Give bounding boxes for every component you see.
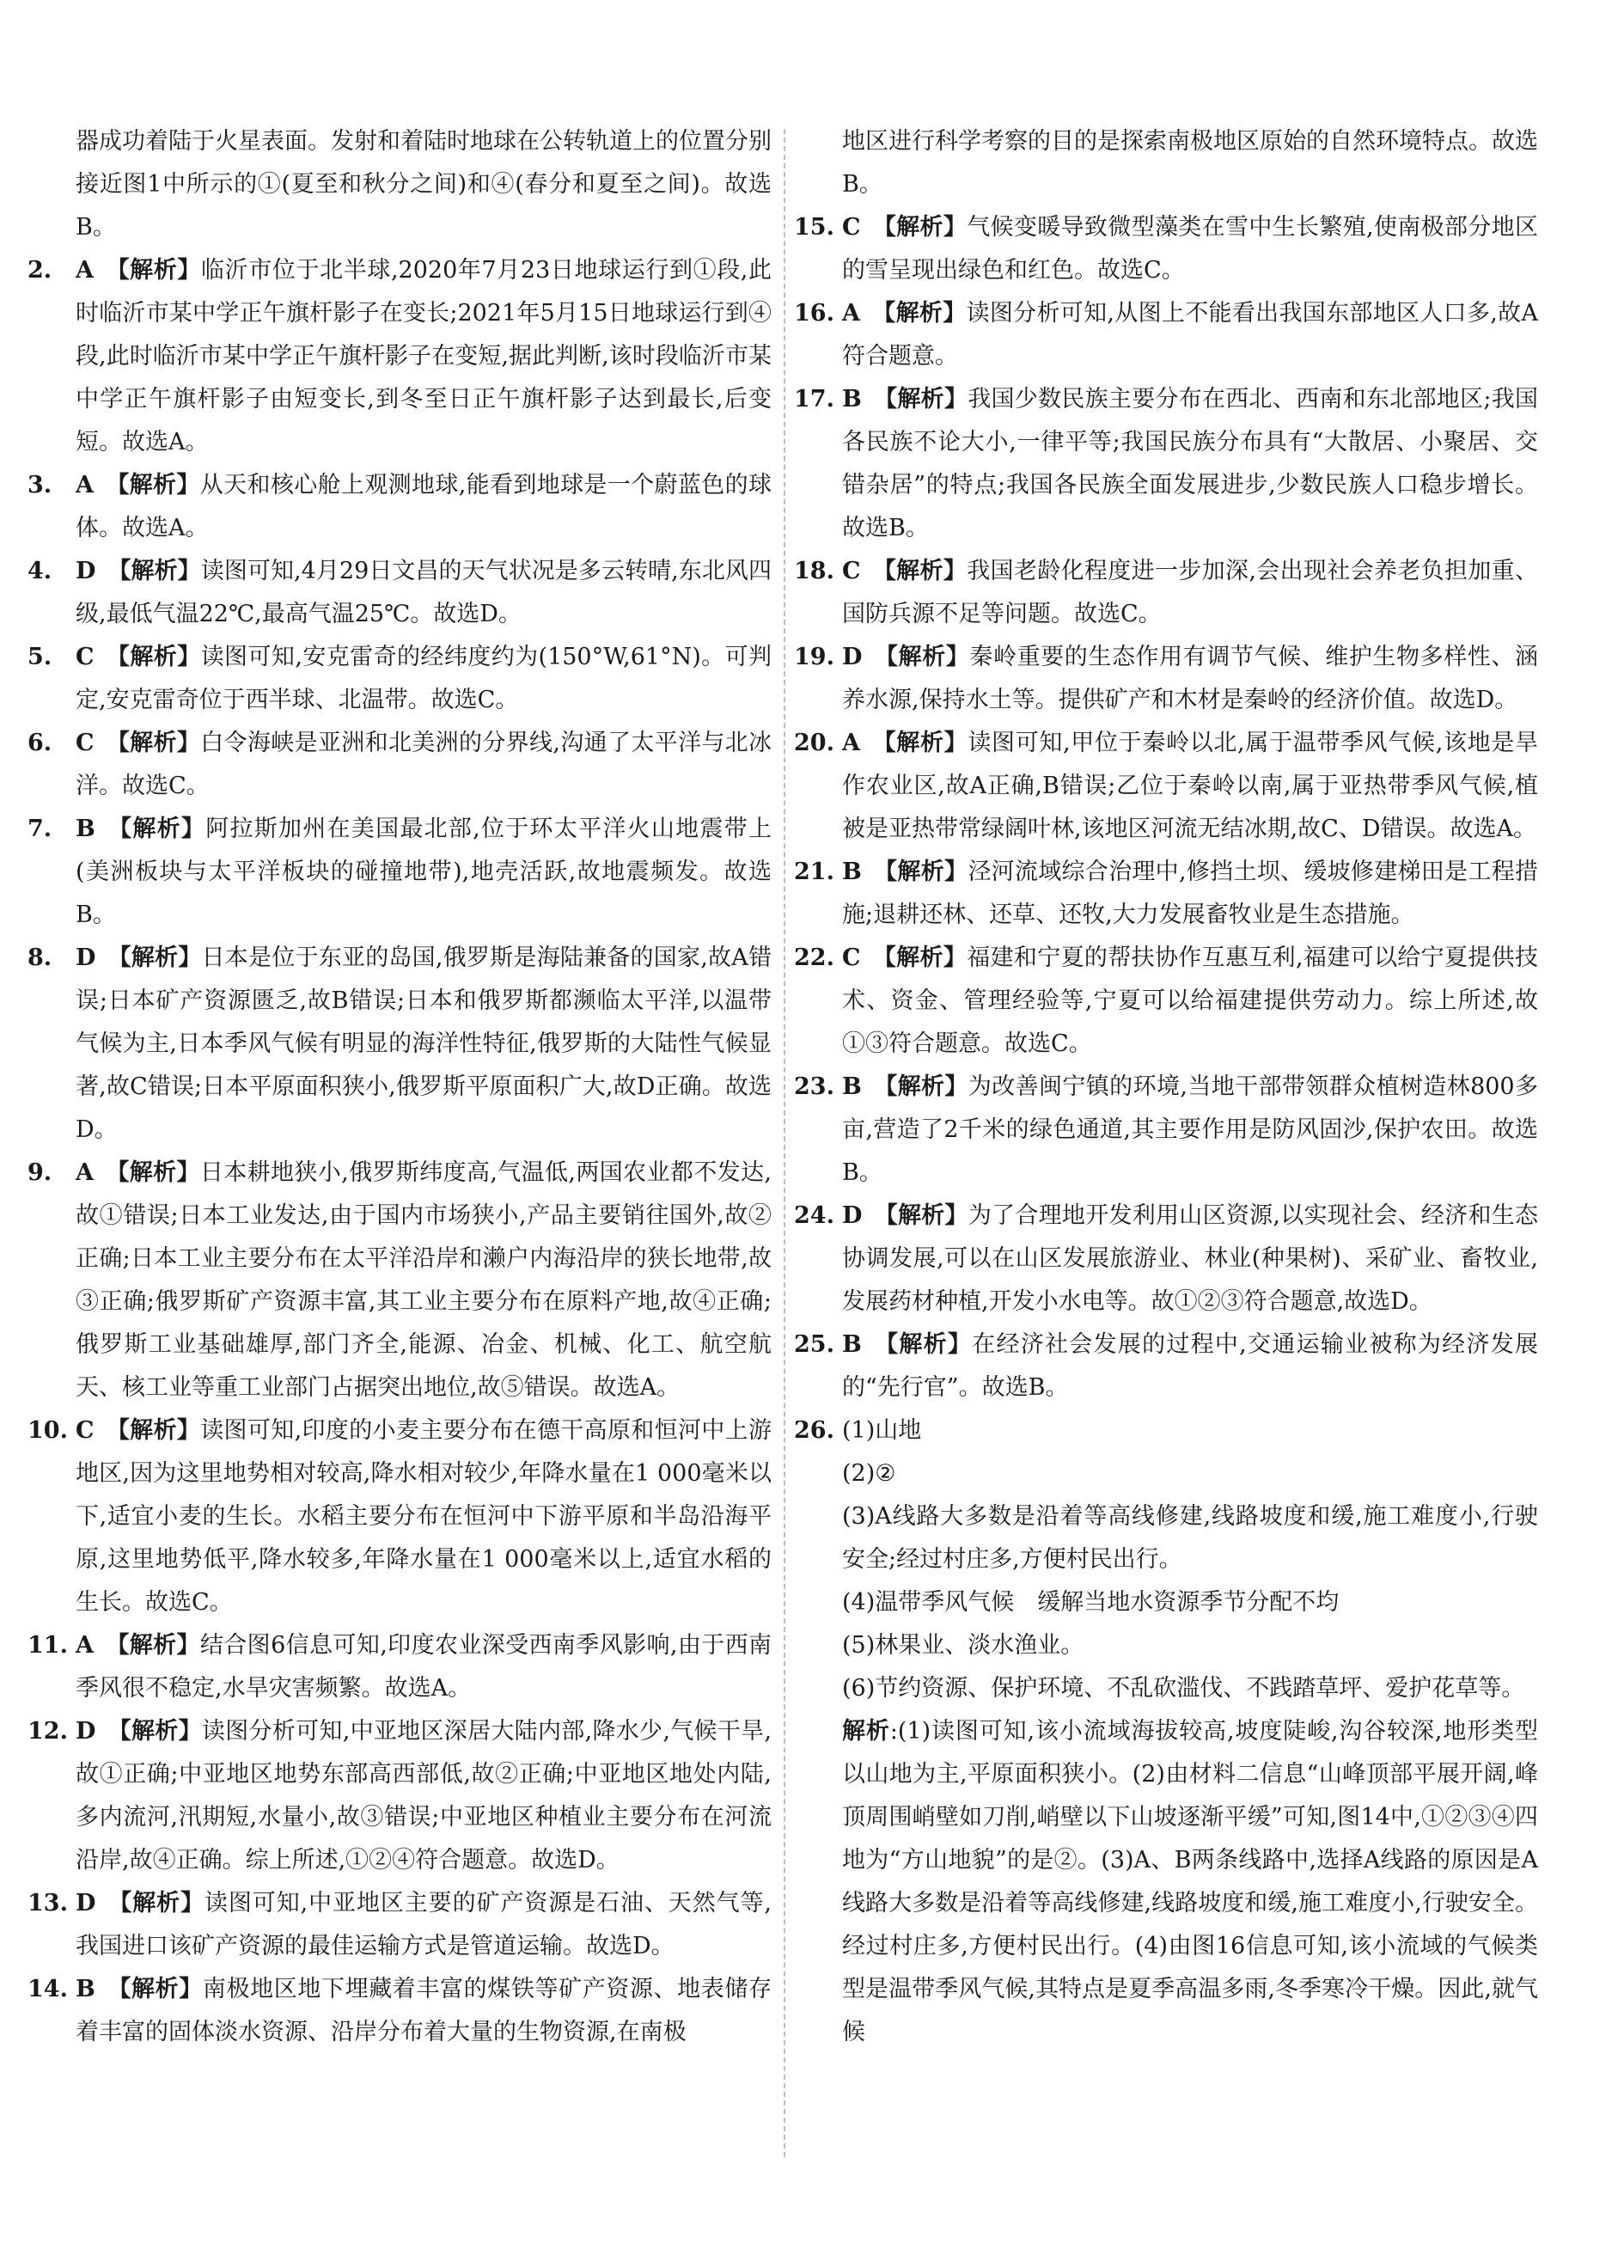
- answer-item-7: 7. B 【解析】阿拉斯加州在美国最北部,位于环太平洋火山地震带上(美洲板块与太平洋板块的碰撞地带),地壳活跃,故地震频发。故选B。: [27, 816, 772, 928]
- right-column: [794, 120, 1539, 2054]
- answer-item-26-2: (2)②: [842, 1460, 896, 1487]
- answer-item-21: 21. B 【解析】泾河流域综合治理中,修挡土坝、缓坡修建梯田是工程措施;退耕还林、还草、还牧,大力发展畜牧业是生态措施。: [794, 859, 1538, 928]
- answer-item-14: 14. B 【解析】南极地区地下埋藏着丰富的煤铁等矿产资源、地表储存着丰富的固体淡水资源、沿岸分布着大量的生物资源,在南极: [27, 1976, 772, 2045]
- answer-item-22: 22. C 【解析】福建和宁夏的帮扶协作互惠互利,福建可以给宁夏提供技术、资金、管理经验等,宁夏可以给福建提供劳动力。综上所述,故①③符合题意。故选C。: [794, 944, 1538, 1057]
- answer-item-3: 3. A 【解析】从天和核心舱上观测地球,能看到地球是一个蔚蓝色的球体。故选A。: [27, 472, 772, 541]
- column-divider: [784, 129, 785, 2157]
- left-column: [27, 120, 772, 2054]
- answer-item-8: 8. D 【解析】日本是位于东亚的岛国,俄罗斯是海陆兼备的国家,故A错误;日本矿产资源匮乏,故B错误;日本和俄罗斯都濒临太平洋,以温带气候为主,日本季风气候有明显的海洋性特征,俄罗斯的大陆性气候显著,故C错误;日本平原面积狭小,俄罗斯平原面积广大,故D正确。故选D。: [27, 944, 772, 1143]
- answer-item-25: 25. B 【解析】在经济社会发展的过程中,交通运输业被称为经济发展的“先行官”。故选B。: [794, 1331, 1538, 1401]
- answer-item-17: 17. B 【解析】我国少数民族主要分布在西北、西南和东北部地区;我国各民族不论大小,一律平等;我国民族分布具有“大散居、小聚居、交错杂居”的特点;我国各民族全面发展进步,少数民族人口稳步增长。故选B。: [794, 386, 1538, 541]
- answer-item-6: 6. C 【解析】白令海峡是亚洲和北美洲的分界线,沟通了太平洋与北冰洋。故选C。: [27, 730, 772, 799]
- answer-item-16: 16. A 【解析】读图分析可知,从图上不能看出我国东部地区人口多,故A符合题意。: [794, 300, 1538, 370]
- answer-item-12: 12. D 【解析】读图分析可知,中亚地区深居大陆内部,降水少,气候干旱,故①正确;中亚地区地势东部高西部低,故②正确;中亚地区地处内陆,多内流河,汛期短,水量小,故③错误;中亚地区种植业主要分布在河流沿岸,故④正确。综上所述,①②④符合题意。故选D。: [27, 1718, 772, 1874]
- answer-item-18: 18. C 【解析】我国老龄化程度进一步加深,会出现社会养老负担加重、国防兵源不足等问题。故选C。: [794, 558, 1538, 627]
- answer-item-10: 10. C 【解析】读图可知,印度的小麦主要分布在德干高原和恒河中上游地区,因为这里地势相对较高,降水相对较少,年降水量在1 000毫米以下,适宜小麦的生长。水稻主要分布在恒河中下游平原和半岛沿海平原,这里地势低平,降水较多,年降水量在1 000毫米以上,适宜水稻的生长。故选C。: [27, 1417, 772, 1616]
- answer-item-26-3: (3)A线路大多数是沿着等高线修建,线路坡度和缓,施工难度小,行驶安全;经过村庄多,方便村民出行。: [842, 1503, 1538, 1573]
- answer-item-15: 15. C 【解析】气候变暖导致微型藻类在雪中生长繁殖,使南极部分地区的雪呈现出绿色和红色。故选C。: [794, 214, 1538, 284]
- answer-item-26-1: 26. (1)山地: [794, 1417, 922, 1444]
- answer-item-continued: 地区进行科学考察的目的是探索南极地区原始的自然环境特点。故选B。: [842, 128, 1538, 198]
- answer-item-24: 24. D 【解析】为了合理地开发利用山区资源,以实现社会、经济和生态协调发展,可以在山区发展旅游业、林业(种果树)、采矿业、畜牧业,发展药材种植,开发小水电等。故①②③符合题意,故选D。: [794, 1202, 1539, 1315]
- answer-item-26-5: (5)林果业、淡水渔业。: [842, 1632, 1084, 1659]
- answer-item-11: 11. A 【解析】结合图6信息可知,印度农业深受西南季风影响,由于西南季风很不稳定,水旱灾害频繁。故选A。: [27, 1632, 772, 1702]
- answer-item-23: 23. B 【解析】为改善闽宁镇的环境,当地干部带领群众植树造林800多亩,营造了2千米的绿色通道,其主要作用是防风固沙,保护农田。故选B。: [794, 1073, 1539, 1186]
- answer-item-2: 2. A 【解析】临沂市位于北半球,2020年7月23日地球运行到①段,此时临沂市某中学正午旗杆影子在变长;2021年5月15日地球运行到④段,此时临沂市某中学正午旗杆影子在变短,据此判断,该时段临沂市某中学正午旗杆影子由短变长,到冬至日正午旗杆影子达到最长,后变短。故选A。: [27, 257, 772, 455]
- answer-item-19: 19. D 【解析】秦岭重要的生态作用有调节气候、维护生物多样性、涵养水源,保持水土等。提供矿产和木材是秦岭的经济价值。故选D。: [794, 644, 1539, 713]
- answer-item-continued: 器成功着陆于火星表面。发射和着陆时地球在公转轨道上的位置分别接近图1中所示的①(夏至和秋分之间)和④(春分和夏至之间)。故选B。: [76, 128, 772, 241]
- answer-item-20: 20. A 【解析】读图可知,甲位于秦岭以北,属于温带季风气候,该地是旱作农业区,故A正确,B错误;乙位于秦岭以南,属于亚热带季风气候,植被是亚热带常绿阔叶林,该地区河流无结冰期,故C、D错误。故选A。: [794, 730, 1539, 842]
- answer-item-13: 13. D 【解析】读图可知,中亚地区主要的矿产资源是石油、天然气等,我国进口该矿产资源的最佳运输方式是管道运输。故选D。: [27, 1890, 772, 1959]
- answer-item-26-4: (4)温带季风气候 缓解当地水资源季节分配不均: [842, 1589, 1340, 1616]
- answer-item-5: 5. C 【解析】读图可知,安克雷奇的经纬度约为(150°W,61°N)。可判定,安克雷奇位于西半球、北温带。故选C。: [27, 644, 772, 713]
- answer-item-4: 4. D 【解析】读图可知,4月29日文昌的天气状况是多云转晴,东北风四级,最低气温22℃,最高气温25℃。故选D。: [27, 558, 772, 627]
- answer-item-9: 9. A 【解析】日本耕地狭小,俄罗斯纬度高,气温低,两国农业都不发达,故①错误;日本工业发达,由于国内市场狭小,产品主要销往国外,故②正确;日本工业主要分布在太平洋沿岸和濑户内海沿岸的狭长地带,故③正确;俄罗斯矿产资源丰富,其工业主要分布在原料产地,故④正确;俄罗斯工业基础雄厚,部门齐全,能源、冶金、机械、化工、航空航天、核工业等重工业部门占据突出地位,故⑤错误。故选A。: [27, 1159, 772, 1401]
- answer-item-26-6: (6)节约资源、保护环境、不乱砍滥伐、不践踏草坪、爱护花草等。: [842, 1675, 1525, 1702]
- answer-26-analysis: 解析:(1)读图可知,该小流域海拔较高,坡度陡峻,沟谷较深,地形类型以山地为主,平原面积狭小。(2)由材料二信息“山峰顶部平展开阔,峰顶周围峭壁如刀削,峭壁以下山坡逐渐平缓”可知,图14中,①②③④四地为“方山地貌”的是②。(3)A、B两条线路中,选择A线路的原因是A线路大多数是沿着等高线修建,线路坡度和缓,施工难度小,行驶安全。经过村庄多,方便村民出行。(4)由图16信息可知,该小流域的气候类型是温带季风气候,其特点是夏季高温多雨,冬季寒冷干燥。因此,就气候: [842, 1718, 1539, 2045]
